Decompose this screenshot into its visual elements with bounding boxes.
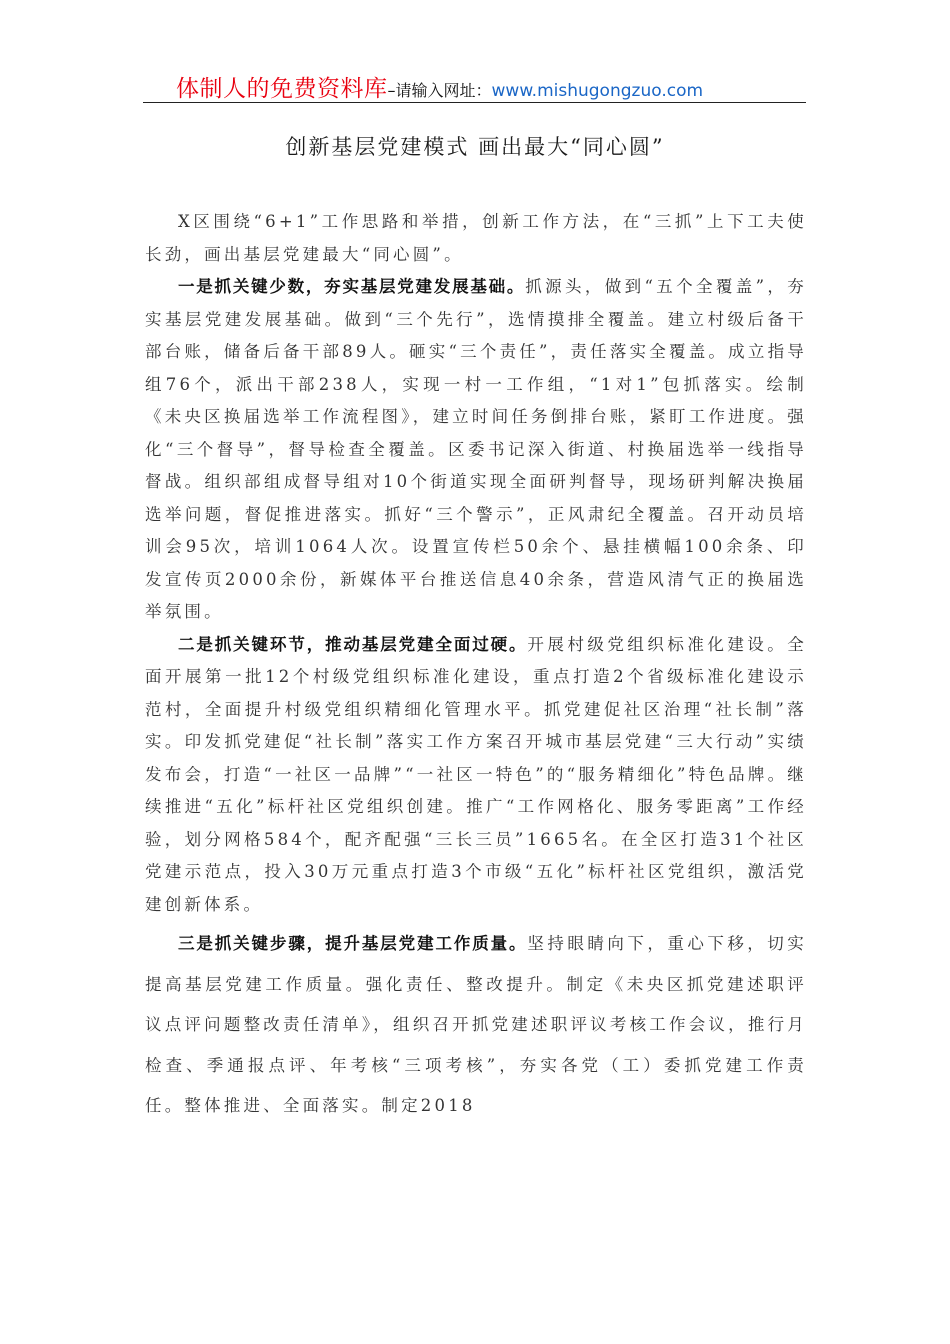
document-body bbox=[145, 206, 807, 1127]
section-2-paragraph bbox=[145, 629, 807, 922]
section-3-text: 坚持眼睛向下，重心下移，切实提高基层党建工作质量。强化责任、整改提升。制定《未央区抓党建述职评议点评问题整改责任清单》，组织召开抓党建述职评议考核工作会议，推行月检查、季通报点评、年考核“三项考核”，夯实各党（工）委抓党建工作责任。整体推进、全面落实。制定2018 bbox=[145, 934, 807, 1115]
header-divider bbox=[143, 102, 806, 103]
section-1-paragraph bbox=[145, 271, 807, 629]
section-1-text: 抓源头，做到“五个全覆盖”，夯实基层党建发展基础。做到“三个先行”，选情摸排全覆盖。建立村级后备干部台账，储备后备干部89人。砸实“三个责任”，责任落实全覆盖。成立指导组76个，派出干部238人，实现一村一工作组，“1对1”包抓落实。绘制《未央区换届选举工作流程图》，建立时间任务倒排台账，紧盯工作进度。强化“三个督导”，督导检查全覆盖。区委书记深入街道、村换届选举一线指导督战。组织部组成督导组对10个街道实现全面研判督导，现场研判解决换届选举问题，督促推进落实。抓好“三个警示”，正风肃纪全覆盖。召开动员培训会95次，培训1064人次。设置宣传栏50余个、悬挂横幅100余条、印发宣传页2000余份，新媒体平台推送信息40余条，营造风清气正的换届选举氛围。 bbox=[145, 277, 807, 621]
section-2-text: 开展村级党组织标准化建设。全面开展第一批12个村级党组织标准化建设，重点打造2个省级标准化建设示范村，全面提升村级党组织精细化管理水平。抓党建促社区治理“社长制”落实。印发抓党建促“社长制”落实工作方案召开城市基层党建“三大行动”实绩发布会，打造“一社区一品牌”“一社区一特色”的“服务精细化”特色品牌。继续推进“五化”标杆社区党组织创建。推广“工作网格化、服务零距离”工作经验，划分网格584个，配齐配强“三长三员”1665名。在全区打造31个社区党建示范点，投入30万元重点打造3个市级“五化”标杆社区党组织，激活党建创新体系。 bbox=[145, 634, 807, 914]
section-3-paragraph bbox=[145, 924, 807, 1127]
section-3-heading: 三是抓关键步骤，提升基层党建工作质量。 bbox=[178, 934, 528, 953]
site-header bbox=[176, 70, 796, 104]
url-prompt: –请输入网址： bbox=[387, 81, 492, 100]
intro-paragraph: X区围绕“6+1”工作思路和举措，创新工作方法，在“三抓”上下工夫使长劲，画出基层党建最大“同心圆”。 bbox=[145, 212, 807, 264]
site-url-link[interactable]: www.mishugongzuo.com bbox=[491, 81, 704, 101]
section-2-heading: 二是抓关键环节，推动基层党建全面过硬。 bbox=[178, 634, 528, 654]
document-title: 创新基层党建模式 画出最大“同心圆” bbox=[285, 135, 665, 159]
section-1-heading: 一是抓关键少数，夯实基层党建发展基础。 bbox=[178, 277, 526, 296]
brand-text: 体制人的免费资料库 bbox=[176, 76, 388, 102]
